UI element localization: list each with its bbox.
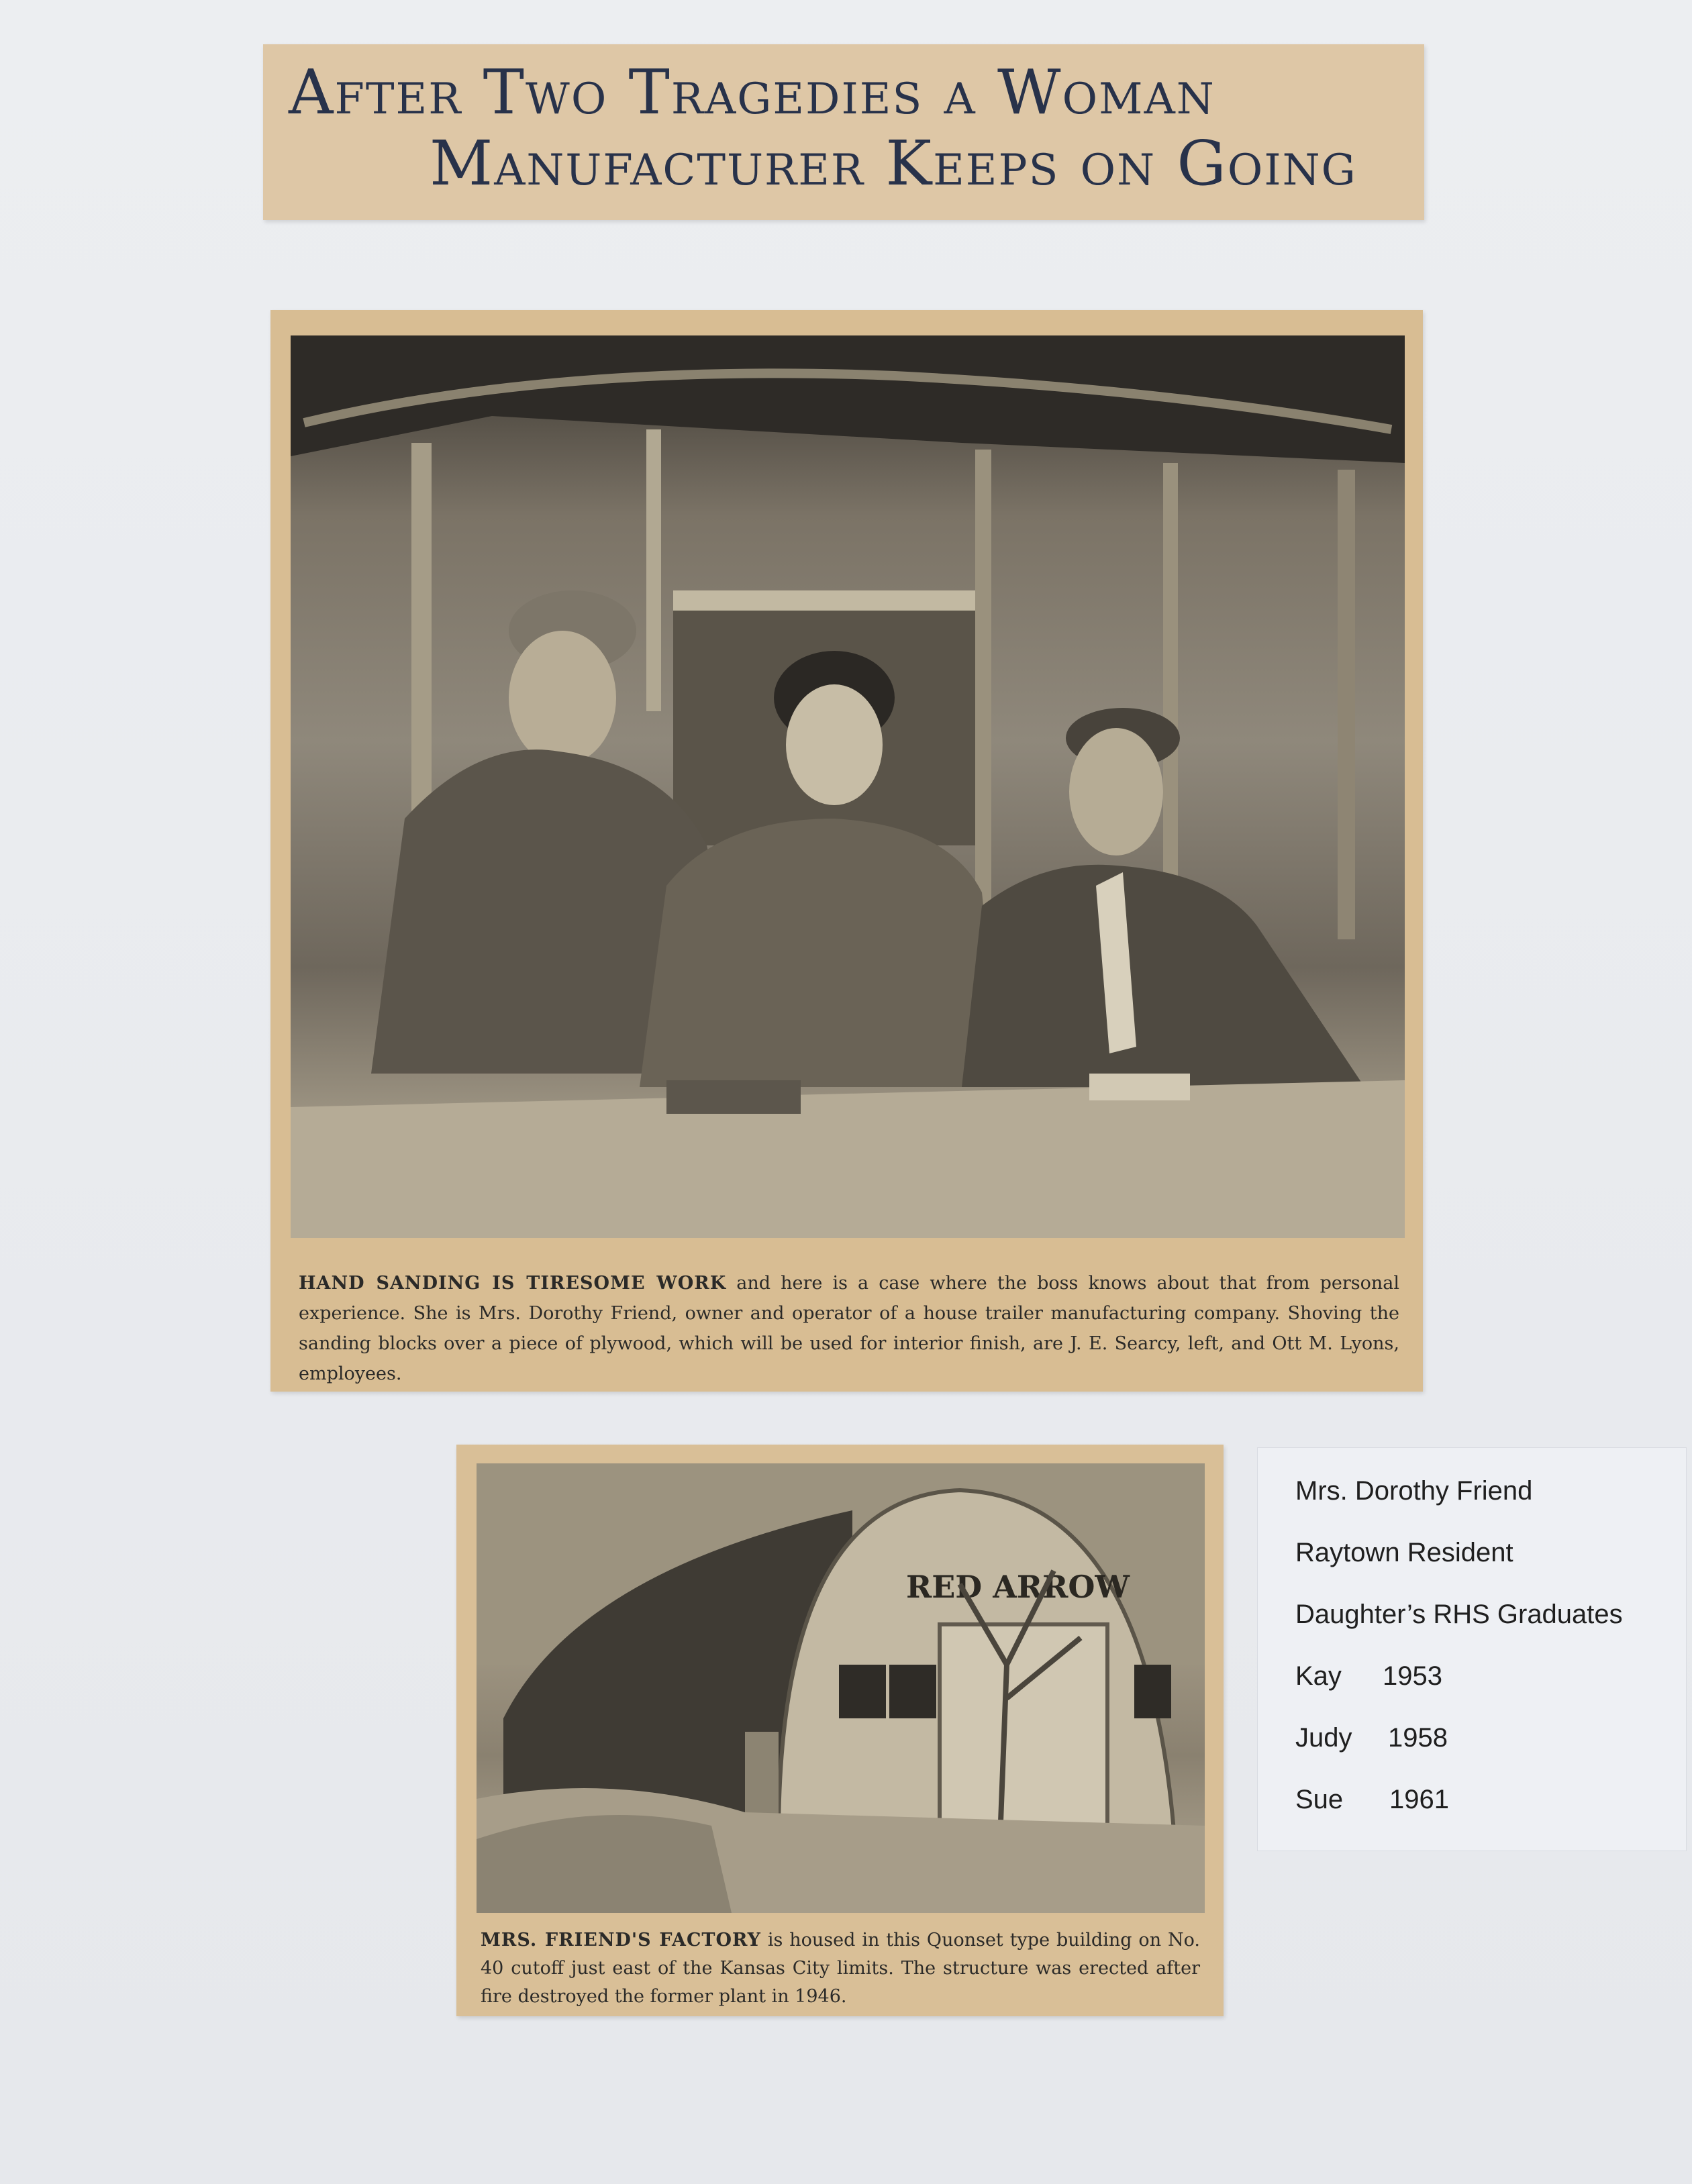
graduate-name: Sue [1295, 1785, 1344, 1814]
graduate-year: 1958 [1388, 1723, 1448, 1753]
factory-photo [477, 1463, 1205, 1913]
caption-lead: HAND SANDING IS TIRESOME WORK [299, 1273, 727, 1294]
sanding-photo-illustration [291, 335, 1405, 1238]
graduate-row [1295, 1723, 1448, 1753]
factory-photo-caption [481, 1926, 1200, 2011]
caption-body: and here is a case where the boss knows about that from personal experience. She is Mrs. Dorothy Friend, owner and operator of a house trailer manufacturing company. Shoving the sanding blocks over a piece of plywood, which will be used for interior finish, are J. E. Searcy, left, and Ott M. Lyons, employees. [299, 1273, 1399, 1384]
sanding-photo-clipping [270, 310, 1423, 1392]
factory-sign-text: RED ARROW [906, 1569, 1130, 1605]
factory-photo-illustration [477, 1463, 1205, 1913]
graduate-row [1295, 1661, 1442, 1692]
card-heading: Daughter’s RHS Graduates [1295, 1600, 1623, 1629]
headline-line-2: Manufacturer Keeps on Going [430, 127, 1357, 199]
graduate-name: Judy [1295, 1723, 1352, 1753]
graduate-year: 1953 [1383, 1661, 1442, 1691]
sanding-photo [291, 335, 1405, 1238]
caption-body: is housed in this Quonset type building on No. 40 cutoff just east of the Kansas City limits. The structure was erected after fire destroyed the former plant in 1946. [481, 1930, 1200, 2007]
card-residence: Raytown Resident [1295, 1538, 1513, 1567]
sanding-photo-caption [299, 1268, 1399, 1389]
caption-lead: MRS. FRIEND'S FACTORY [481, 1930, 761, 1951]
factory-photo-clipping [456, 1445, 1224, 2016]
graduate-name: Kay [1295, 1661, 1342, 1691]
headline-clipping [263, 44, 1424, 220]
headline-line-1: After Two Tragedies a Woman [289, 56, 1215, 128]
card-name: Mrs. Dorothy Friend [1295, 1476, 1533, 1506]
graduate-year: 1961 [1389, 1785, 1449, 1814]
graduate-row [1295, 1785, 1449, 1815]
info-card [1257, 1447, 1687, 1851]
